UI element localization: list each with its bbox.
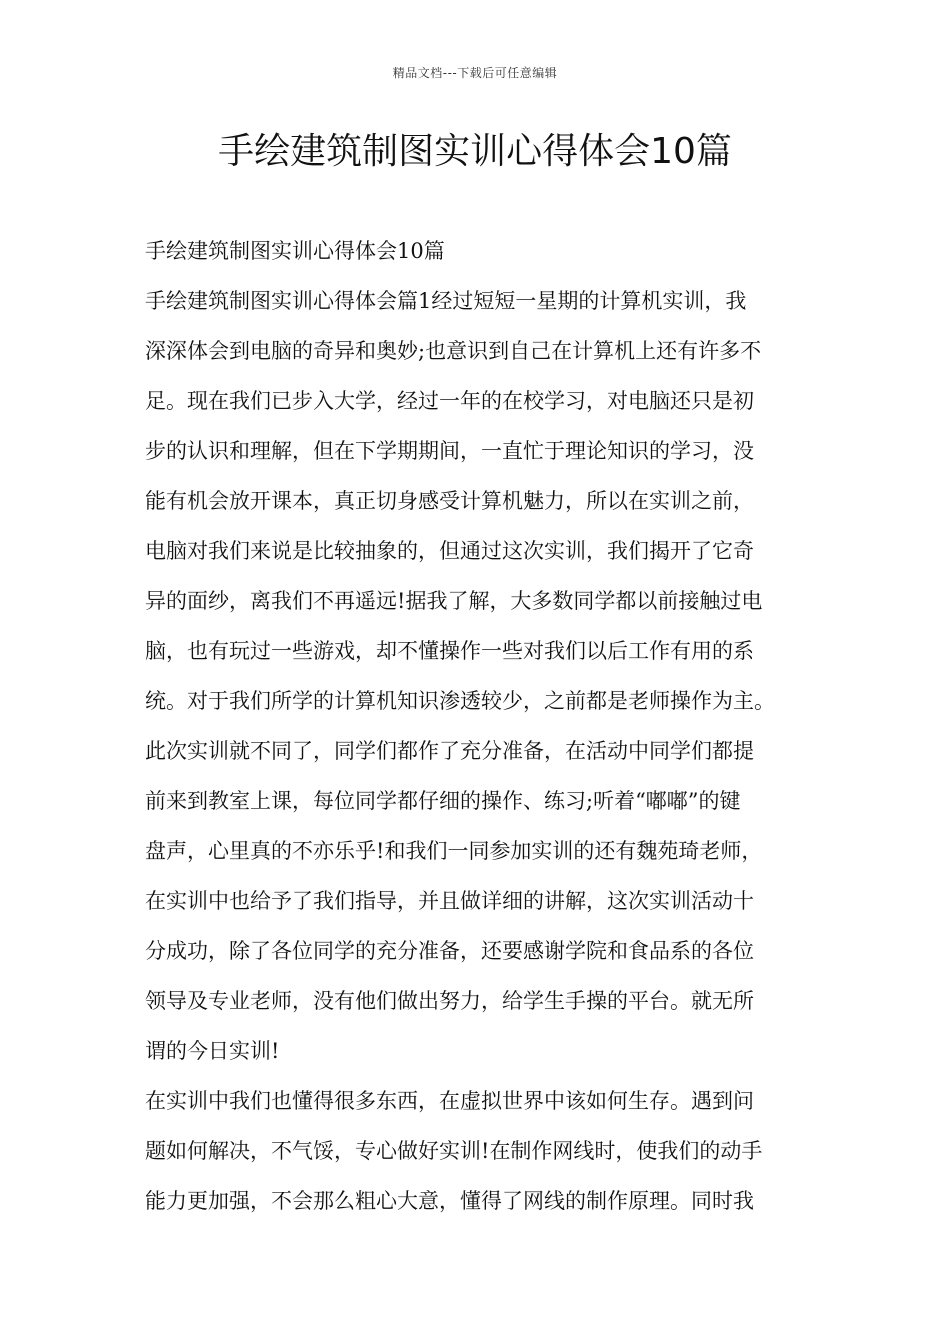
document-title: 手绘建筑制图实训心得体会10篇 (218, 131, 732, 172)
body-line: 手绘建筑制图实训心得体会10篇 (145, 239, 445, 263)
body-line: 深深体会到电脑的奇异和奥妙;也意识到自己在计算机上还有许多不 (145, 339, 762, 363)
body-line: 盘声，心里真的不亦乐乎!和我们一同参加实训的还有魏苑琦老师， (145, 839, 763, 863)
body-line: 能力更加强，不会那么粗心大意，懂得了网线的制作原理。同时我 (145, 1189, 754, 1213)
body-line: 分成功，除了各位同学的充分准备，还要感谢学院和食品系的各位 (145, 939, 754, 963)
body-line: 在实训中也给予了我们指导，并且做详细的讲解，这次实训活动十 (145, 889, 754, 913)
body-line: 统。对于我们所学的计算机知识渗透较少，之前都是老师操作为主。 (145, 689, 775, 713)
document-body (145, 226, 815, 1226)
header-note: 精品文档---下载后可任意编辑 (392, 66, 558, 80)
body-line: 题如何解决，不气馁，专心做好实训!在制作网线时，使我们的动手 (145, 1139, 763, 1163)
body-line: 能有机会放开课本，真正切身感受计算机魅力，所以在实训之前， (145, 489, 754, 513)
body-line: 电脑对我们来说是比较抽象的，但通过这次实训，我们揭开了它奇 (145, 539, 754, 563)
body-line: 步的认识和理解，但在下学期期间，一直忙于理论知识的学习，没 (145, 439, 754, 463)
body-line: 足。现在我们已步入大学，经过一年的在校学习，对电脑还只是初 (145, 389, 754, 413)
body-line: 在实训中我们也懂得很多东西，在虚拟世界中该如何生存。遇到问 (145, 1089, 754, 1113)
body-line: 此次实训就不同了，同学们都作了充分准备，在活动中同学们都提 (145, 739, 754, 763)
body-line: 谓的今日实训! (145, 1039, 280, 1063)
body-line: 手绘建筑制图实训心得体会篇1经过短短一星期的计算机实训，我 (145, 289, 747, 313)
body-line: 异的面纱，离我们不再遥远!据我了解，大多数同学都以前接触过电 (145, 589, 763, 613)
body-line: 领导及专业老师，没有他们做出努力，给学生手操的平台。就无所 (145, 989, 754, 1013)
body-line: 脑，也有玩过一些游戏，却不懂操作一些对我们以后工作有用的系 (145, 639, 754, 663)
body-line: 前来到教室上课，每位同学都仔细的操作、练习;听着“嘟嘟”的键 (145, 789, 741, 813)
